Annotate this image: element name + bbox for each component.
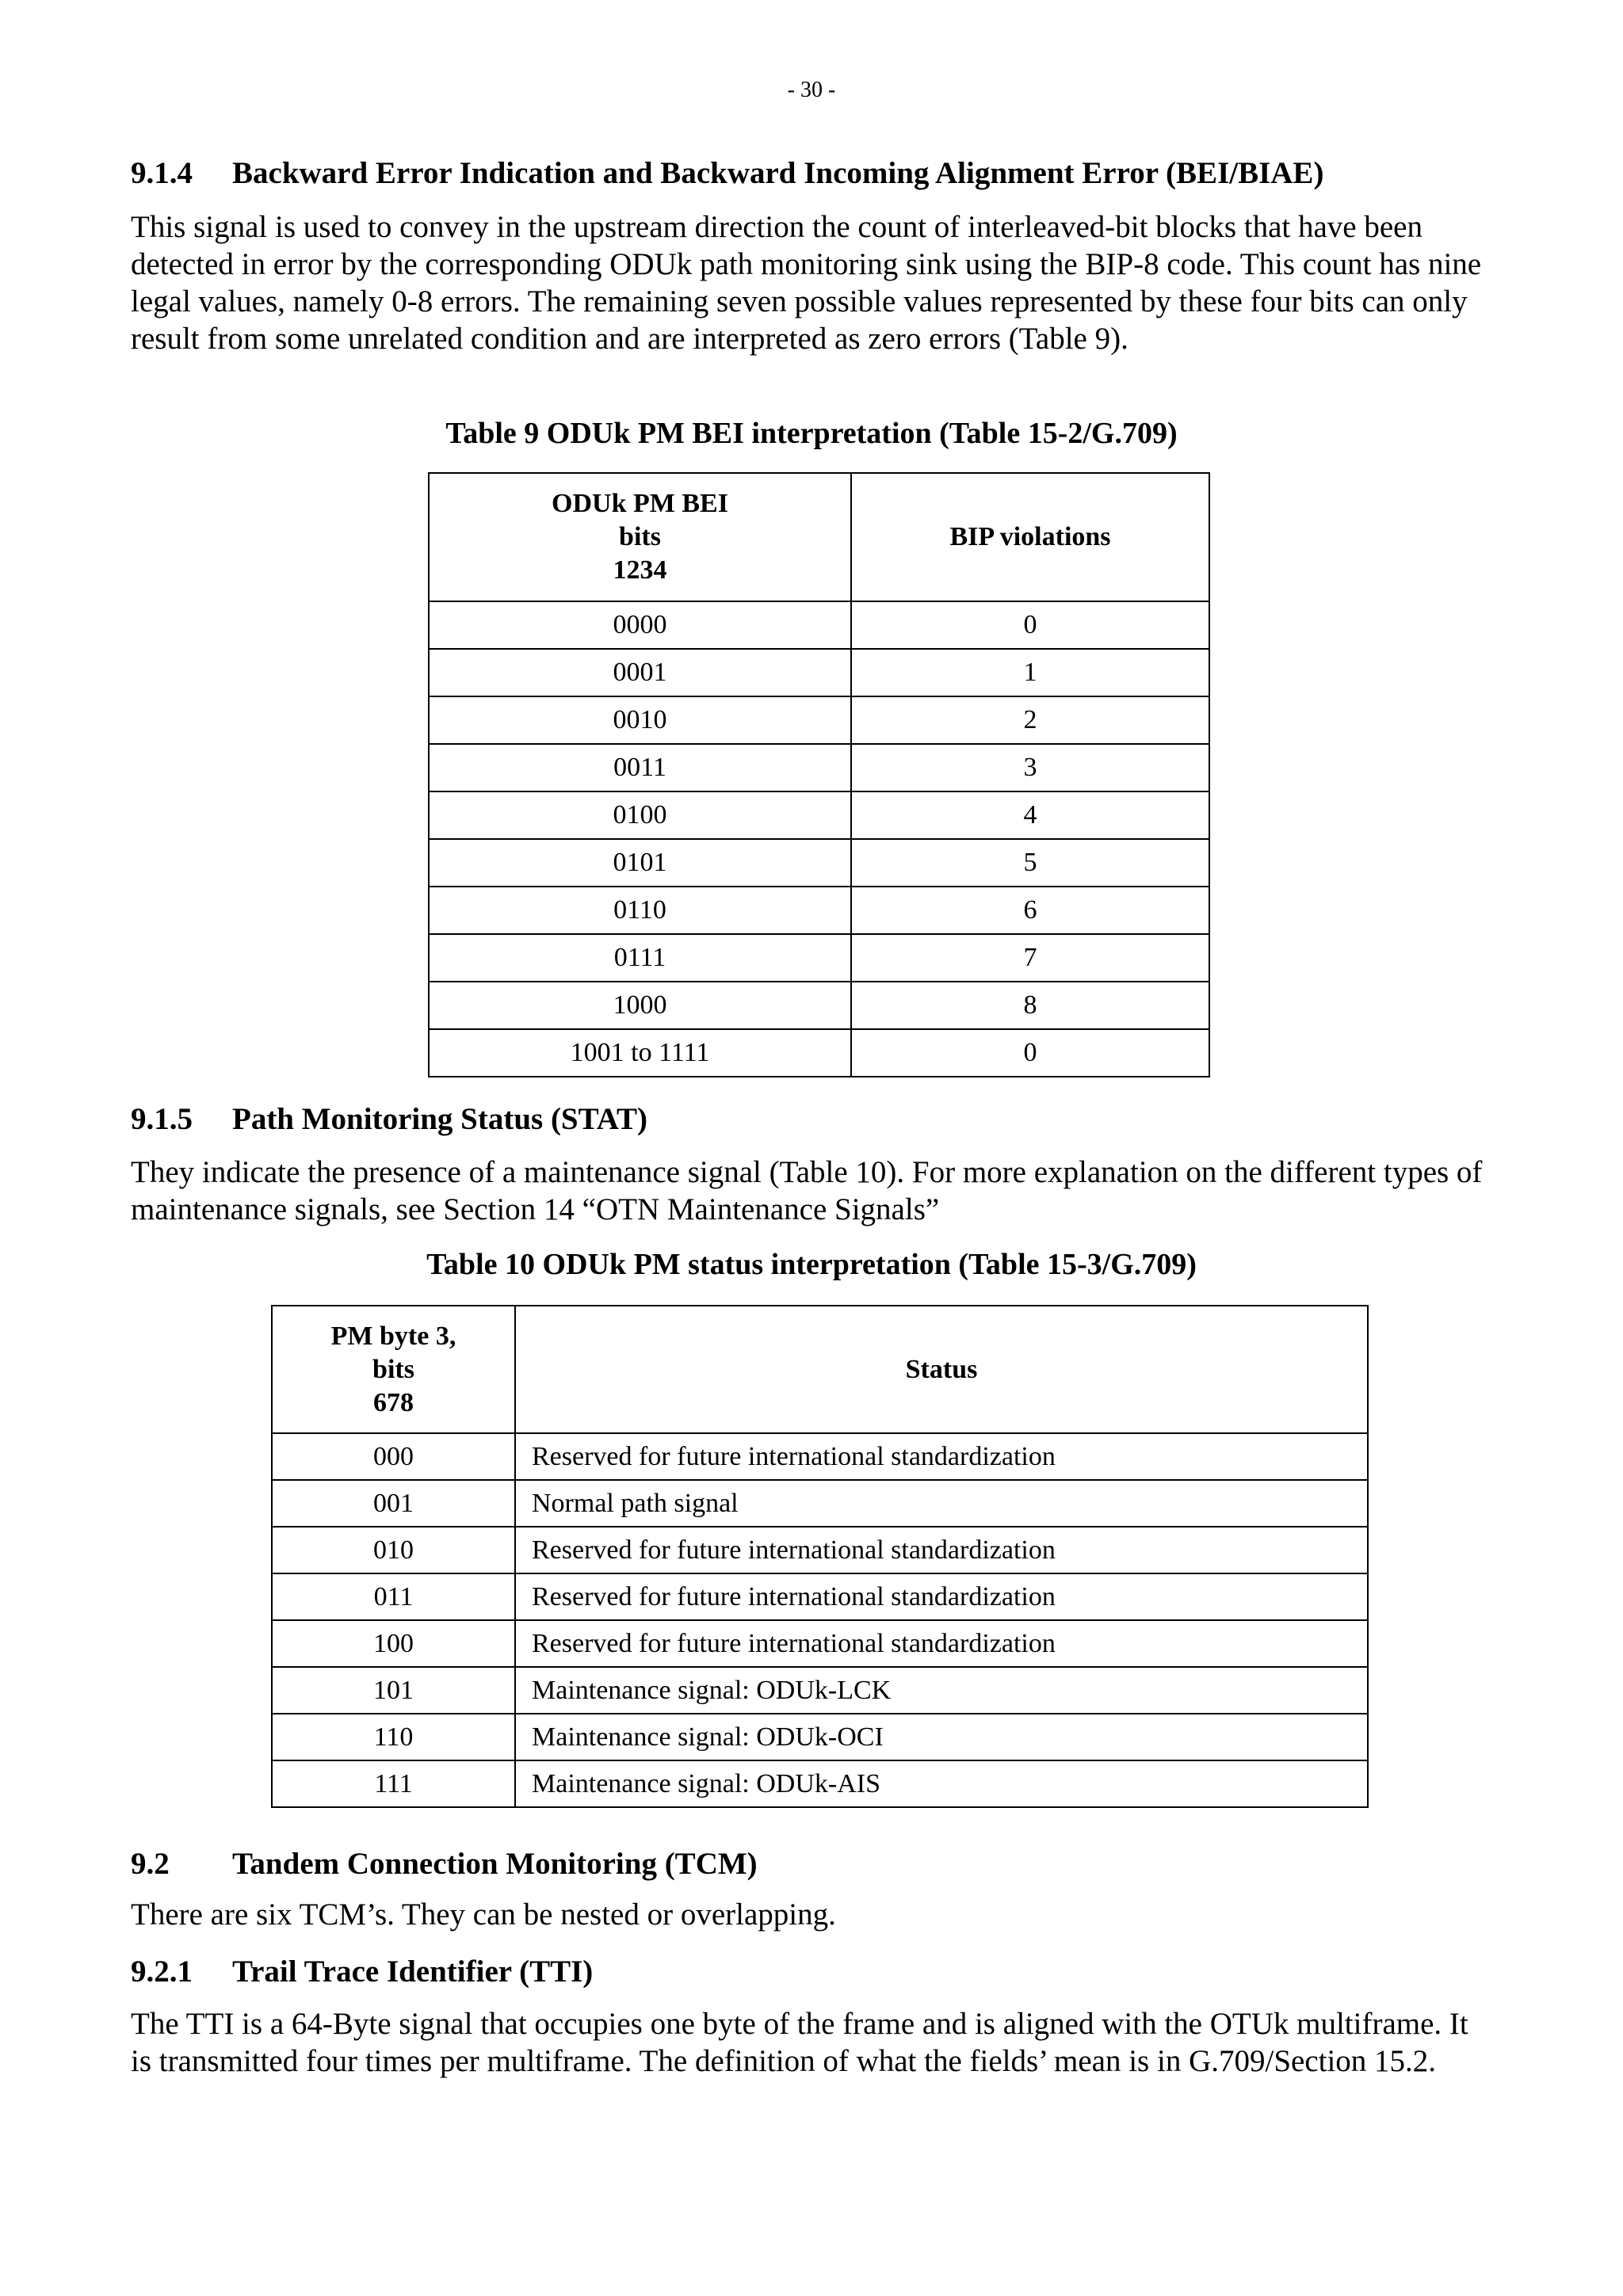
section-heading-9-2: [131, 1846, 758, 1882]
cell-bits: 011: [272, 1573, 515, 1620]
cell-status: Reserved for future international standardization: [515, 1573, 1368, 1620]
cell-bits: 0100: [429, 791, 851, 839]
cell-status: Maintenance signal: ODUk-LCK: [515, 1667, 1368, 1714]
header-cell-bits: [429, 473, 851, 601]
cell-bits: 0101: [429, 839, 851, 887]
cell-bits: 111: [272, 1760, 515, 1807]
header-line: 1234: [613, 555, 667, 585]
section-heading-9-1-4: [131, 155, 1323, 191]
table-row: [429, 696, 1209, 744]
cell-bits: 1000: [429, 982, 851, 1029]
cell-bip: 3: [851, 744, 1209, 791]
header-cell-status: Status: [515, 1306, 1368, 1433]
section-title: Tandem Connection Monitoring (TCM): [232, 1847, 758, 1881]
section-9-1-4-body: This signal is used to convey in the upstream direction the count of interleaved-bit blocks that have been detected in error by the corresponding ODUk path monitoring sink using the BIP-8 code. This count has nine legal values, namely 0-8 errors. The remaining seven possible values represented by these four bits can only result from some unrelated condition and are interpreted as zero errors (Table 9).: [131, 210, 1482, 356]
cell-status: Maintenance signal: ODUk-AIS: [515, 1760, 1368, 1807]
table-row: [272, 1620, 1368, 1667]
cell-bits: 000: [272, 1433, 515, 1480]
table-row: [272, 1480, 1368, 1527]
table-row: [429, 649, 1209, 696]
table-header-row: [429, 473, 1209, 601]
cell-bits: 0000: [429, 601, 851, 649]
header-cell-bits: [272, 1306, 515, 1433]
cell-bits: 110: [272, 1714, 515, 1760]
table-row: [429, 1029, 1209, 1077]
section-heading-9-2-1: [131, 1954, 593, 1989]
cell-bits: 0111: [429, 934, 851, 982]
table-row: [272, 1714, 1368, 1760]
table-9: [428, 472, 1210, 1077]
header-line: ODUk PM BEI: [552, 489, 728, 518]
cell-status: Reserved for future international standardization: [515, 1433, 1368, 1480]
table-row: [429, 744, 1209, 791]
cell-status: Reserved for future international standardization: [515, 1620, 1368, 1667]
cell-bits: 0010: [429, 696, 851, 744]
cell-bits: 0110: [429, 887, 851, 934]
table-row: [272, 1527, 1368, 1573]
section-9-2-body: There are six TCM’s. They can be nested or overlapping.: [131, 1897, 836, 1932]
cell-bip: 5: [851, 839, 1209, 887]
cell-bip: 2: [851, 696, 1209, 744]
header-cell-bip: BIP violations: [851, 473, 1209, 601]
table-10: [271, 1305, 1369, 1808]
cell-bip: 0: [851, 1029, 1209, 1077]
table-row: [429, 839, 1209, 887]
section-number: 9.2.1: [131, 1955, 193, 1989]
table-9-caption: Table 9 ODUk PM BEI interpretation (Table 15-2/G.709): [445, 417, 1178, 450]
header-line: bits: [372, 1354, 414, 1384]
section-number: 9.1.5: [131, 1102, 193, 1136]
section-title: Trail Trace Identifier (TTI): [232, 1955, 594, 1989]
cell-bits: 101: [272, 1667, 515, 1714]
cell-bip: 0: [851, 601, 1209, 649]
section-9-1-5-body: They indicate the presence of a maintenance signal (Table 10). For more explanation on the different types of maintenance signals, see Section 14 “OTN Maintenance Signals”: [131, 1155, 1483, 1226]
cell-bip: 8: [851, 982, 1209, 1029]
table-row: [272, 1667, 1368, 1714]
cell-bits: 0011: [429, 744, 851, 791]
section-9-2-1-body: The TTI is a 64-Byte signal that occupies one byte of the frame and is aligned with the OTUk multiframe. It is transmitted four times per multiframe. The definition of what the fields’ mean is in G.709/Section 15.2.: [131, 2007, 1468, 2078]
table-row: [429, 934, 1209, 982]
section-title: Path Monitoring Status (STAT): [232, 1102, 648, 1136]
table-row: [429, 982, 1209, 1029]
cell-status: Normal path signal: [515, 1480, 1368, 1527]
section-heading-9-1-5: [131, 1101, 647, 1137]
table-row: [429, 601, 1209, 649]
cell-status: Maintenance signal: ODUk-OCI: [515, 1714, 1368, 1760]
cell-bip: 7: [851, 934, 1209, 982]
cell-bits: 0001: [429, 649, 851, 696]
table-10-caption: Table 10 ODUk PM status interpretation (Table 15-3/G.709): [426, 1248, 1197, 1281]
table-row: [272, 1573, 1368, 1620]
table-row: [272, 1760, 1368, 1807]
cell-bits: 100: [272, 1620, 515, 1667]
cell-status: Reserved for future international standardization: [515, 1527, 1368, 1573]
cell-bits: 001: [272, 1480, 515, 1527]
cell-bits: 1001 to 1111: [429, 1029, 851, 1077]
table-row: [429, 791, 1209, 839]
header-line: 678: [373, 1387, 414, 1417]
cell-bip: 6: [851, 887, 1209, 934]
section-title: Backward Error Indication and Backward Incoming Alignment Error (BEI/BIAE): [232, 156, 1324, 190]
cell-bits: 010: [272, 1527, 515, 1573]
cell-bip: 4: [851, 791, 1209, 839]
section-number: 9.2: [131, 1847, 170, 1881]
table-row: [272, 1433, 1368, 1480]
table-header-row: [272, 1306, 1368, 1433]
header-line: PM byte 3,: [330, 1321, 456, 1351]
table-row: [429, 887, 1209, 934]
page-number: - 30 -: [787, 78, 836, 102]
cell-bip: 1: [851, 649, 1209, 696]
header-line: bits: [619, 522, 661, 551]
section-number: 9.1.4: [131, 156, 193, 190]
